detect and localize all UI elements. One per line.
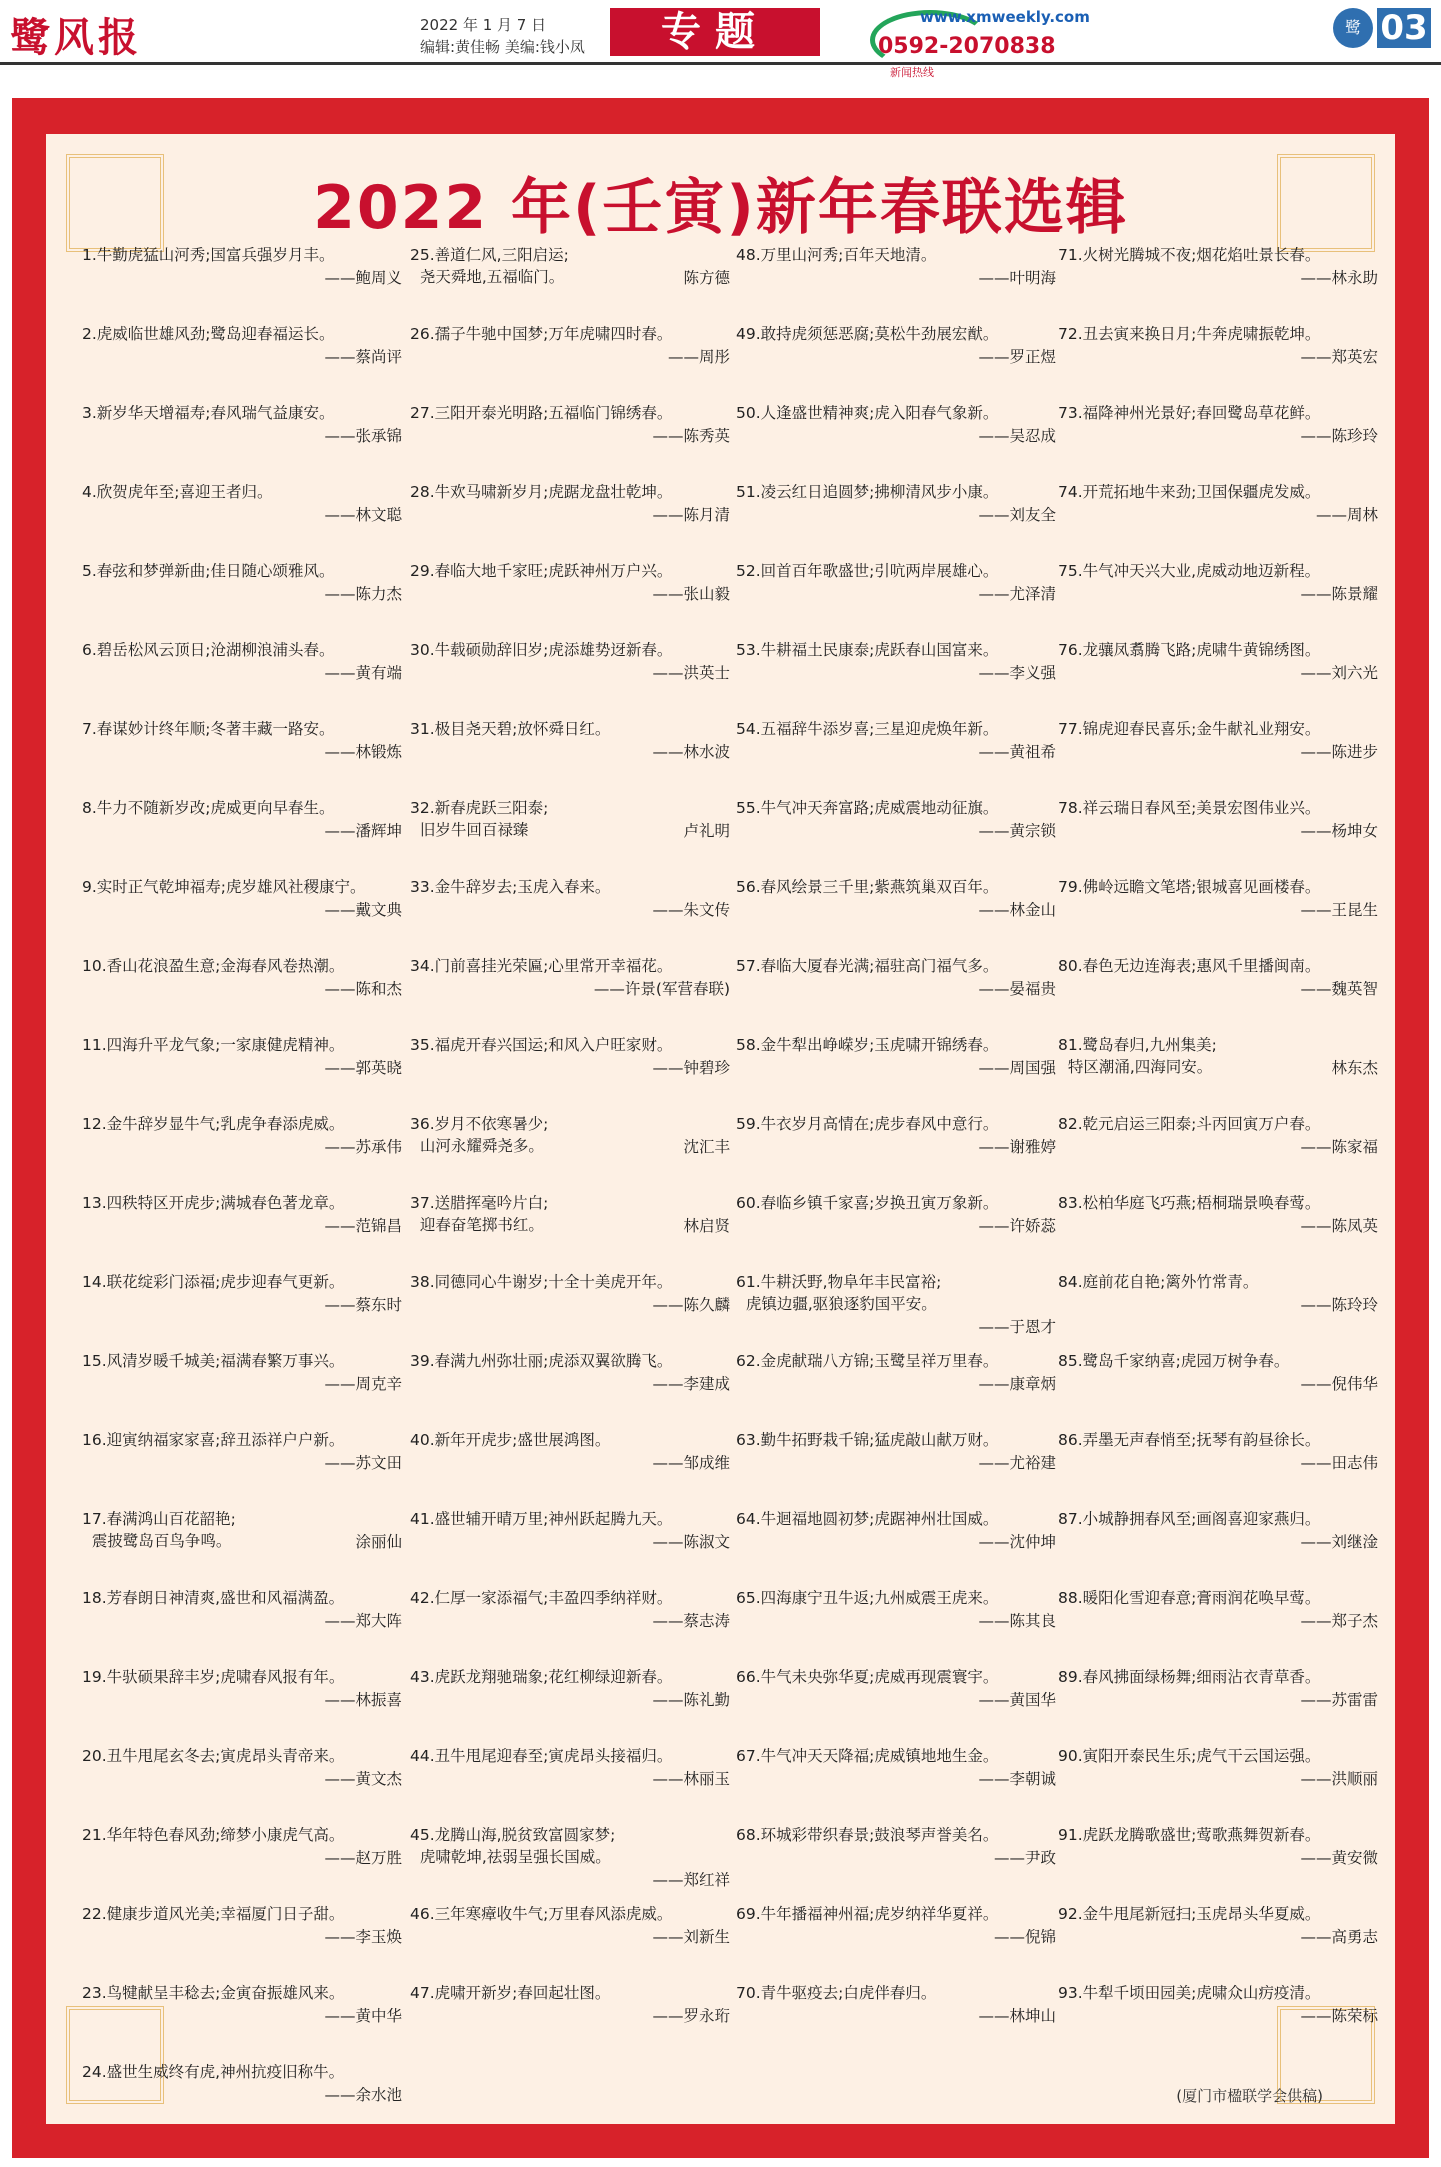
couplet-text: 48.万里山河秀;百年天地清。 bbox=[736, 246, 937, 264]
couplet-text: 57.春临大厦春光满;福驻高门福气多。 bbox=[736, 957, 999, 975]
couplet-text: 11.四海升平龙气象;一家康健虎精神。 bbox=[82, 1036, 345, 1054]
couplet-text: 87.小城静拥春风至;画阁喜迎家燕归。 bbox=[1058, 1510, 1321, 1528]
couplet-author: ——张承锦 bbox=[324, 427, 402, 445]
couplet-author: ——黄宗锁 bbox=[978, 822, 1056, 840]
couplet-entry bbox=[736, 1508, 1056, 1587]
couplet-entry bbox=[410, 1113, 730, 1192]
couplet-entry bbox=[410, 876, 730, 955]
couplet-text: 28.牛欢马啸新岁月;虎踞龙盘壮乾坤。 bbox=[410, 483, 673, 501]
couplet-author: ——田志伟 bbox=[1300, 1454, 1378, 1472]
couplet-entry bbox=[82, 718, 402, 797]
couplet-text: 60.春临乡镇千家喜;岁换丑寅万象新。 bbox=[736, 1194, 999, 1212]
couplet-entry bbox=[736, 1034, 1056, 1113]
couplet-text: 41.盛世辅开晴万里;神州跃起腾九天。 bbox=[410, 1510, 673, 1528]
header-divider bbox=[0, 62, 1441, 65]
couplet-author: ——潘辉坤 bbox=[324, 822, 402, 840]
issue-date: 2022 年 1 月 7 日 bbox=[420, 16, 547, 34]
couplet-entry bbox=[736, 1666, 1056, 1745]
couplet-entry bbox=[410, 244, 730, 323]
couplet-author: ——蔡东时 bbox=[324, 1296, 402, 1314]
couplet-author: ——鲍周义 bbox=[324, 269, 402, 287]
couplet-entry bbox=[1058, 718, 1378, 797]
couplet-text: 31.极目尧天碧;放怀舜日红。 bbox=[410, 720, 611, 738]
couplet-author: ——苏承伟 bbox=[324, 1138, 402, 1156]
couplet-author: ——魏英智 bbox=[1300, 980, 1378, 998]
couplet-text: 75.牛气冲天兴大业,虎威动地迈新程。 bbox=[1058, 562, 1321, 580]
couplet-author: 陈方德 bbox=[683, 269, 730, 287]
couplet-author: ——苏文田 bbox=[324, 1454, 402, 1472]
couplet-text: 59.牛衣岁月高情在;虎步春风中意行。 bbox=[736, 1115, 999, 1133]
couplet-author: ——康章炳 bbox=[978, 1375, 1056, 1393]
couplet-author: ——李玉焕 bbox=[324, 1928, 402, 1946]
couplet-author: ——周彤 bbox=[667, 348, 730, 366]
newspaper-logo: 鹭风报 bbox=[10, 14, 142, 61]
couplet-author: ——黄安微 bbox=[1300, 1849, 1378, 1867]
couplet-author: ——郑大阵 bbox=[324, 1612, 402, 1630]
couplet-author: ——林坤山 bbox=[978, 2007, 1056, 2025]
couplet-column-1 bbox=[82, 244, 402, 2140]
couplet-text: 1.牛勤虎猛山河秀;国富兵强岁月丰。 bbox=[82, 246, 335, 264]
couplet-entry bbox=[1058, 1034, 1378, 1113]
couplet-text: 70.青牛驱疫去;白虎伴春归。 bbox=[736, 1984, 937, 2002]
couplet-author: ——林永助 bbox=[1300, 269, 1378, 287]
couplet-author: ——陈珍玲 bbox=[1300, 427, 1378, 445]
couplet-author: ——许景(军营春联) bbox=[593, 980, 730, 998]
couplet-author: 林东杰 bbox=[1331, 1059, 1378, 1077]
couplet-entry bbox=[736, 639, 1056, 718]
couplet-author: ——陈景耀 bbox=[1300, 585, 1378, 603]
couplet-author: ——罗正煜 bbox=[978, 348, 1056, 366]
couplet-text: 47.虎啸开新岁;春回起壮图。 bbox=[410, 1984, 611, 2002]
couplet-entry bbox=[82, 1034, 402, 1113]
couplet-text: 29.春临大地千家旺;虎跃神州万户兴。 bbox=[410, 562, 673, 580]
couplet-entry bbox=[1058, 1508, 1378, 1587]
couplet-entry bbox=[82, 1824, 402, 1903]
couplet-text: 65.四海康宁丑牛返;九州威震王虎来。 bbox=[736, 1589, 999, 1607]
couplet-author: ——李建成 bbox=[652, 1375, 730, 1393]
couplet-text: 25.善道仁风,三阳启运; 尧天舜地,五福临门。 bbox=[410, 246, 569, 286]
couplet-text: 54.五福辞牛添岁喜;三星迎虎焕年新。 bbox=[736, 720, 999, 738]
couplet-text: 55.牛气冲天奔富路;虎威震地动征旗。 bbox=[736, 799, 999, 817]
couplet-author: ——陈进步 bbox=[1300, 743, 1378, 761]
couplet-text: 46.三年寒瘴收牛气;万里春风添虎威。 bbox=[410, 1905, 673, 1923]
couplet-author: ——陈和杰 bbox=[324, 980, 402, 998]
couplet-author: ——陈力杰 bbox=[324, 585, 402, 603]
couplet-entry bbox=[1058, 1666, 1378, 1745]
couplet-text: 20.丑牛甩尾玄冬去;寅虎昂头青帝来。 bbox=[82, 1747, 345, 1765]
couplet-text: 17.春满鸿山百花韶艳; 震披鹭岛百鸟争鸣。 bbox=[82, 1510, 236, 1550]
couplet-text: 68.环城彩带织春景;鼓浪琴声誉美名。 bbox=[736, 1826, 999, 1844]
couplet-text: 10.香山花浪盈生意;金海春风卷热潮。 bbox=[82, 957, 345, 975]
date-block bbox=[420, 14, 585, 58]
couplet-entry bbox=[82, 1192, 402, 1271]
couplet-text: 51.凌云红日追圆梦;拂柳清风步小康。 bbox=[736, 483, 999, 501]
page-number: 03 bbox=[1377, 8, 1431, 48]
couplet-entry bbox=[736, 323, 1056, 402]
couplet-author: ——朱文传 bbox=[652, 901, 730, 919]
couplet-author: ——罗永珩 bbox=[652, 2007, 730, 2025]
couplet-text: 58.金牛犁出峥嵘岁;玉虎啸开锦绣春。 bbox=[736, 1036, 999, 1054]
couplet-entry bbox=[410, 955, 730, 1034]
couplet-text: 44.丑牛甩尾迎春至;寅虎昂头接福归。 bbox=[410, 1747, 673, 1765]
couplet-text: 30.牛载硕勋辞旧岁;虎添雄势迓新春。 bbox=[410, 641, 673, 659]
couplet-entry bbox=[82, 2061, 402, 2140]
couplet-author: ——刘友全 bbox=[978, 506, 1056, 524]
couplet-entry bbox=[82, 1113, 402, 1192]
couplet-text: 37.送腊挥毫吟片白; 迎春奋笔掷书红。 bbox=[410, 1194, 549, 1234]
couplet-text: 39.春满九州弥壮丽;虎添双翼欲腾飞。 bbox=[410, 1352, 673, 1370]
couplet-text: 73.福降神州光景好;春回鹭岛草花鲜。 bbox=[1058, 404, 1321, 422]
couplet-author: ——陈玲玲 bbox=[1300, 1296, 1378, 1314]
couplet-author: ——黄文杰 bbox=[324, 1770, 402, 1788]
couplet-text: 77.锦虎迎春民喜乐;金牛献礼业翔安。 bbox=[1058, 720, 1321, 738]
couplet-text: 15.风清岁暖千城美;福满春繁万事兴。 bbox=[82, 1352, 345, 1370]
couplet-entry bbox=[1058, 1350, 1378, 1429]
masthead bbox=[0, 0, 1441, 78]
couplet-text: 21.华年特色春风劲;缔梦小康虎气高。 bbox=[82, 1826, 345, 1844]
couplet-text: 26.孺子牛驰中国梦;万年虎啸四时春。 bbox=[410, 325, 673, 343]
couplet-entry bbox=[1058, 1903, 1378, 1982]
couplet-entry bbox=[410, 1903, 730, 1982]
couplet-text: 5.春弦和梦弹新曲;佳日随心颂雅风。 bbox=[82, 562, 335, 580]
couplet-author: ——谢雅婷 bbox=[978, 1138, 1056, 1156]
couplet-author: ——周国强 bbox=[978, 1059, 1056, 1077]
couplet-entry bbox=[1058, 639, 1378, 718]
couplet-entry bbox=[82, 402, 402, 481]
couplet-text: 85.鹭岛千家纳喜;虎园万树争春。 bbox=[1058, 1352, 1290, 1370]
couplet-text: 78.祥云瑞日春风至;美景宏图伟业兴。 bbox=[1058, 799, 1321, 817]
couplet-author: ——陈礼勤 bbox=[652, 1691, 730, 1709]
couplet-author: 林启贤 bbox=[683, 1217, 730, 1235]
couplet-author: ——李朝诚 bbox=[978, 1770, 1056, 1788]
couplet-text: 67.牛气冲天天降福;虎威镇地地生金。 bbox=[736, 1747, 999, 1765]
couplet-text: 18.芳春朗日神清爽,盛世和风福满盈。 bbox=[82, 1589, 345, 1607]
egret-badge-icon: 鹭 bbox=[1333, 8, 1373, 48]
couplet-entry bbox=[736, 1429, 1056, 1508]
couplet-text: 89.春风拂面绿杨舞;细雨沾衣青草香。 bbox=[1058, 1668, 1321, 1686]
couplet-text: 74.开荒拓地牛来劲;卫国保疆虎发威。 bbox=[1058, 483, 1321, 501]
couplet-text: 13.四秩特区开虎步;满城春色著龙章。 bbox=[82, 1194, 345, 1212]
couplet-author: ——周林 bbox=[1315, 506, 1378, 524]
couplet-entry bbox=[736, 1113, 1056, 1192]
couplet-entry bbox=[82, 1745, 402, 1824]
couplet-entry bbox=[1058, 1192, 1378, 1271]
couplet-author: ——倪锦 bbox=[993, 1928, 1056, 1946]
couplet-text: 35.福虎开春兴国运;和风入户旺家财。 bbox=[410, 1036, 673, 1054]
couplet-text: 22.健康步道风光美;幸福厦门日子甜。 bbox=[82, 1905, 345, 1923]
couplet-entry bbox=[82, 1903, 402, 1982]
couplet-text: 88.暖阳化雪迎春意;膏雨润花唤早莺。 bbox=[1058, 1589, 1321, 1607]
couplet-author: ——刘六光 bbox=[1300, 664, 1378, 682]
couplet-text: 61.牛耕沃野,物阜年丰民富裕; 虎镇边疆,驱狼逐豹国平安。 bbox=[736, 1273, 942, 1313]
couplet-entry bbox=[82, 876, 402, 955]
couplet-author: ——王昆生 bbox=[1300, 901, 1378, 919]
couplet-author: ——刘继淦 bbox=[1300, 1533, 1378, 1551]
couplet-author: ——戴文典 bbox=[324, 901, 402, 919]
couplet-author: ——洪英士 bbox=[652, 664, 730, 682]
couplet-entry bbox=[82, 1508, 402, 1587]
hotline-phone: 0592-2070838 bbox=[878, 34, 1056, 59]
couplet-entry bbox=[410, 560, 730, 639]
couplet-entry bbox=[1058, 1429, 1378, 1508]
couplet-entry bbox=[410, 1508, 730, 1587]
couplet-entry bbox=[736, 1350, 1056, 1429]
couplet-author: ——李义强 bbox=[978, 664, 1056, 682]
couplet-entry bbox=[1058, 797, 1378, 876]
couplet-text: 3.新岁华天增福寿;春风瑞气益康安。 bbox=[82, 404, 335, 422]
couplet-author: ——林金山 bbox=[978, 901, 1056, 919]
section-tag: 专题 bbox=[610, 8, 820, 56]
couplet-text: 40.新年开虎步;盛世展鸿图。 bbox=[410, 1431, 611, 1449]
couplet-author: ——林锻炼 bbox=[324, 743, 402, 761]
couplet-author: ——尤泽清 bbox=[978, 585, 1056, 603]
couplet-text: 52.回首百年歌盛世;引吭两岸展雄心。 bbox=[736, 562, 999, 580]
couplet-entry bbox=[410, 797, 730, 876]
couplet-entry bbox=[1058, 1113, 1378, 1192]
couplet-text: 43.虎跃龙翔驰瑞象;花红柳绿迎新春。 bbox=[410, 1668, 673, 1686]
couplet-author: ——刘新生 bbox=[652, 1928, 730, 1946]
couplet-text: 36.岁月不依寒暑少; 山河永耀舜尧多。 bbox=[410, 1115, 549, 1155]
couplet-text: 38.同德同心牛谢岁;十全十美虎开年。 bbox=[410, 1273, 673, 1291]
couplet-text: 92.金牛甩尾新冠扫;玉虎昂头华夏威。 bbox=[1058, 1905, 1321, 1923]
couplet-entry bbox=[82, 560, 402, 639]
couplet-entry bbox=[736, 1982, 1056, 2061]
couplet-text: 9.实时正气乾坤福寿;虎岁雄风社稷康宁。 bbox=[82, 878, 366, 896]
couplet-entry bbox=[736, 1192, 1056, 1271]
couplet-entry bbox=[1058, 1745, 1378, 1824]
couplet-entry bbox=[736, 481, 1056, 560]
couplet-author: ——郑英宏 bbox=[1300, 348, 1378, 366]
couplet-entry bbox=[410, 1034, 730, 1113]
couplet-entry bbox=[736, 402, 1056, 481]
couplet-author: ——郭英晓 bbox=[324, 1059, 402, 1077]
couplet-author: ——陈秀英 bbox=[652, 427, 730, 445]
couplet-text: 62.金虎献瑞八方锦;玉鹭呈祥万里春。 bbox=[736, 1352, 999, 1370]
couplet-author: ——林水波 bbox=[652, 743, 730, 761]
hotline-label: 新闻热线 bbox=[890, 66, 934, 79]
couplet-text: 84.庭前花自艳;篱外竹常青。 bbox=[1058, 1273, 1259, 1291]
couplet-entry bbox=[1058, 481, 1378, 560]
couplet-entry bbox=[410, 481, 730, 560]
couplet-entry bbox=[736, 876, 1056, 955]
couplet-entry bbox=[736, 1745, 1056, 1824]
couplet-entry bbox=[736, 244, 1056, 323]
couplet-text: 76.龙骧凤翥腾飞路;虎啸牛黄锦绣图。 bbox=[1058, 641, 1321, 659]
source-credit: (厦门市楹联学会供稿) bbox=[1176, 2087, 1323, 2105]
couplet-author: ——陈久麟 bbox=[652, 1296, 730, 1314]
couplet-author: ——钟碧珍 bbox=[652, 1059, 730, 1077]
couplet-author: ——苏雷雷 bbox=[1300, 1691, 1378, 1709]
couplet-author: ——陈荣标 bbox=[1300, 2007, 1378, 2025]
couplet-text: 33.金牛辞岁去;玉虎入春来。 bbox=[410, 878, 611, 896]
couplet-author: ——黄祖希 bbox=[978, 743, 1056, 761]
couplet-author: ——洪顺丽 bbox=[1300, 1770, 1378, 1788]
couplet-text: 19.牛驮硕果辞丰岁;虎啸春风报有年。 bbox=[82, 1668, 345, 1686]
couplet-entry bbox=[410, 639, 730, 718]
couplet-author: ——赵万胜 bbox=[324, 1849, 402, 1867]
couplet-author: ——郑红祥 bbox=[652, 1871, 730, 1889]
couplet-author: ——尤裕建 bbox=[978, 1454, 1056, 1472]
couplet-text: 27.三阳开泰光明路;五福临门锦绣春。 bbox=[410, 404, 673, 422]
couplet-author: ——杨坤女 bbox=[1300, 822, 1378, 840]
couplet-text: 34.门前喜挂光荣匾;心里常开幸福花。 bbox=[410, 957, 673, 975]
couplet-entry bbox=[1058, 244, 1378, 323]
couplet-text: 79.佛岭远瞻文笔塔;银城喜见画楼春。 bbox=[1058, 878, 1321, 896]
couplet-text: 56.春风绘景三千里;紫燕筑巢双百年。 bbox=[736, 878, 999, 896]
couplet-entry bbox=[410, 718, 730, 797]
couplet-entry bbox=[1058, 1587, 1378, 1666]
couplet-entry bbox=[1058, 1982, 1378, 2061]
couplet-entry bbox=[410, 323, 730, 402]
couplet-text: 49.敢持虎须惩恶腐;莫松牛劲展宏猷。 bbox=[736, 325, 999, 343]
couplet-entry bbox=[1058, 955, 1378, 1034]
couplet-author: ——陈凤英 bbox=[1300, 1217, 1378, 1235]
couplet-column-2 bbox=[410, 244, 730, 2061]
couplet-text: 7.春谋妙计终年顺;冬著丰藏一路安。 bbox=[82, 720, 335, 738]
couplet-text: 80.春色无边连海表;惠风千里播闽南。 bbox=[1058, 957, 1321, 975]
couplet-entry bbox=[736, 797, 1056, 876]
couplet-entry bbox=[410, 1429, 730, 1508]
couplet-author: ——尹政 bbox=[993, 1849, 1056, 1867]
couplet-entry bbox=[82, 323, 402, 402]
couplet-author: ——黄国华 bbox=[978, 1691, 1056, 1709]
couplet-author: ——叶明海 bbox=[978, 269, 1056, 287]
couplet-text: 86.弄墨无声春悄至;抚琴有韵昼徐长。 bbox=[1058, 1431, 1321, 1449]
couplet-text: 14.联花绽彩门添福;虎步迎春气更新。 bbox=[82, 1273, 345, 1291]
couplet-entry bbox=[410, 1982, 730, 2061]
couplet-author: ——沈仲坤 bbox=[978, 1533, 1056, 1551]
couplet-entry bbox=[410, 1745, 730, 1824]
couplet-entry bbox=[410, 1271, 730, 1350]
couplet-text: 64.牛迴福地圆初梦;虎踞神州壮国威。 bbox=[736, 1510, 999, 1528]
couplet-text: 24.盛世生威终有虎,神州抗疫旧称牛。 bbox=[82, 2063, 345, 2081]
couplet-entry bbox=[82, 1982, 402, 2061]
couplet-text: 82.乾元启运三阳泰;斗丙回寅万户春。 bbox=[1058, 1115, 1321, 1133]
couplet-text: 12.金牛辞岁显牛气;乳虎争春添虎威。 bbox=[82, 1115, 345, 1133]
couplet-author: ——倪伟华 bbox=[1300, 1375, 1378, 1393]
couplet-author: ——范锦昌 bbox=[324, 1217, 402, 1235]
couplet-text: 53.牛耕福土民康泰;虎跃春山国富来。 bbox=[736, 641, 999, 659]
couplet-text: 32.新春虎跃三阳泰; 旧岁牛回百禄臻 bbox=[410, 799, 549, 839]
couplet-author: ——周克辛 bbox=[324, 1375, 402, 1393]
couplet-text: 91.虎跃龙腾歌盛世;莺歌燕舞贺新春。 bbox=[1058, 1826, 1321, 1844]
couplet-entry bbox=[82, 639, 402, 718]
couplet-text: 63.勤牛拓野栽千锦;猛虎敲山献万财。 bbox=[736, 1431, 999, 1449]
couplet-entry bbox=[410, 1350, 730, 1429]
couplet-entry bbox=[410, 1587, 730, 1666]
couplet-entry bbox=[82, 244, 402, 323]
couplet-author: ——黄有端 bbox=[324, 664, 402, 682]
couplet-text: 81.鹭岛春归,九州集美; 特区潮涌,四海同安。 bbox=[1058, 1036, 1217, 1076]
couplet-author: ——蔡志涛 bbox=[652, 1612, 730, 1630]
couplet-author: ——黄中华 bbox=[324, 2007, 402, 2025]
couplet-text: 90.寅阳开泰民生乐;虎气干云国运强。 bbox=[1058, 1747, 1321, 1765]
couplet-author: ——邹成维 bbox=[652, 1454, 730, 1472]
couplet-text: 69.牛年播福神州福;虎岁纳祥华夏祥。 bbox=[736, 1905, 999, 1923]
couplet-entry bbox=[82, 1666, 402, 1745]
couplet-entry bbox=[736, 718, 1056, 797]
couplet-text: 93.牛犁千顷田园美;虎啸众山疠疫清。 bbox=[1058, 1984, 1321, 2002]
couplet-entry bbox=[1058, 560, 1378, 639]
couplet-author: ——高勇志 bbox=[1300, 1928, 1378, 1946]
couplet-text: 42.仁厚一家添福气;丰盈四季纳祥财。 bbox=[410, 1589, 673, 1607]
couplet-entry bbox=[1058, 876, 1378, 955]
couplet-author: ——林振喜 bbox=[324, 1691, 402, 1709]
couplet-author: ——林文聪 bbox=[324, 506, 402, 524]
couplet-column-4 bbox=[1058, 244, 1378, 2061]
couplet-text: 2.虎威临世雄风劲;鹭岛迎春福运长。 bbox=[82, 325, 335, 343]
couplet-text: 83.松柏华庭飞巧燕;梧桐瑞景唤春莺。 bbox=[1058, 1194, 1321, 1212]
couplet-author: ——陈家福 bbox=[1300, 1138, 1378, 1156]
couplet-text: 45.龙腾山海,脱贫致富圆家梦; 虎啸乾坤,祛弱呈强长国威。 bbox=[410, 1826, 616, 1866]
couplet-author: ——蔡尚评 bbox=[324, 348, 402, 366]
couplet-entry bbox=[736, 1903, 1056, 1982]
couplet-entry bbox=[82, 1429, 402, 1508]
couplet-author: ——陈其良 bbox=[978, 1612, 1056, 1630]
couplet-text: 23.鸟犍献呈丰稔去;金寅奋振雄风来。 bbox=[82, 1984, 345, 2002]
couplet-text: 71.火树光腾城不夜;烟花焰吐景长春。 bbox=[1058, 246, 1321, 264]
couplet-entry bbox=[82, 1271, 402, 1350]
couplet-entry bbox=[1058, 1824, 1378, 1903]
couplet-author: 卢礼明 bbox=[683, 822, 730, 840]
couplet-author: ——林丽玉 bbox=[652, 1770, 730, 1788]
couplet-author: 涂丽仙 bbox=[355, 1533, 402, 1551]
couplet-entry bbox=[82, 955, 402, 1034]
couplet-text: 6.碧岳松风云顶日;沧湖柳浪浦头春。 bbox=[82, 641, 335, 659]
couplet-entry bbox=[82, 797, 402, 876]
couplet-author: ——余水池 bbox=[324, 2086, 402, 2104]
page-title: 2022 年(壬寅)新年春联选辑 bbox=[313, 173, 1128, 243]
couplet-author: ——张山毅 bbox=[652, 585, 730, 603]
couplet-author: ——陈月清 bbox=[652, 506, 730, 524]
editor-credits: 编辑:黄佳畅 美编:钱小凤 bbox=[420, 38, 585, 56]
couplet-entry bbox=[82, 481, 402, 560]
couplet-entry bbox=[1058, 323, 1378, 402]
couplet-entry bbox=[736, 955, 1056, 1034]
couplet-entry bbox=[410, 1192, 730, 1271]
couplet-entry bbox=[1058, 1271, 1378, 1350]
couplet-author: ——晏福贵 bbox=[978, 980, 1056, 998]
couplet-text: 72.丑去寅来换日月;牛奔虎啸振乾坤。 bbox=[1058, 325, 1321, 343]
couplet-entry bbox=[410, 1666, 730, 1745]
couplet-text: 50.人逢盛世精神爽;虎入阳春气象新。 bbox=[736, 404, 999, 422]
couplet-text: 16.迎寅纳福家家喜;辞丑添祥户户新。 bbox=[82, 1431, 345, 1449]
couplet-author: ——于恩才 bbox=[978, 1318, 1056, 1336]
couplet-entry bbox=[82, 1587, 402, 1666]
website-url[interactable]: www.xmweekly.com bbox=[920, 8, 1090, 26]
couplet-author: ——郑子杰 bbox=[1300, 1612, 1378, 1630]
couplet-entry bbox=[736, 1824, 1056, 1903]
couplet-text: 8.牛力不随新岁改;虎威更向早春生。 bbox=[82, 799, 335, 817]
couplet-entry bbox=[82, 1350, 402, 1429]
couplet-text: 4.欣贺虎年至;喜迎王者归。 bbox=[82, 483, 273, 501]
couplet-entry bbox=[410, 1824, 730, 1903]
couplet-column-3 bbox=[736, 244, 1056, 2061]
couplet-entry bbox=[736, 1271, 1056, 1350]
couplet-author: ——许娇蕊 bbox=[978, 1217, 1056, 1235]
couplet-entry bbox=[736, 560, 1056, 639]
couplet-text: 66.牛气未央弥华夏;虎威再现震寰宇。 bbox=[736, 1668, 999, 1686]
couplet-author: ——陈淑文 bbox=[652, 1533, 730, 1551]
couplet-entry bbox=[1058, 402, 1378, 481]
couplet-entry bbox=[410, 402, 730, 481]
couplet-entry bbox=[736, 1587, 1056, 1666]
couplet-author: 沈汇丰 bbox=[683, 1138, 730, 1156]
couplet-author: ——吴忍成 bbox=[978, 427, 1056, 445]
